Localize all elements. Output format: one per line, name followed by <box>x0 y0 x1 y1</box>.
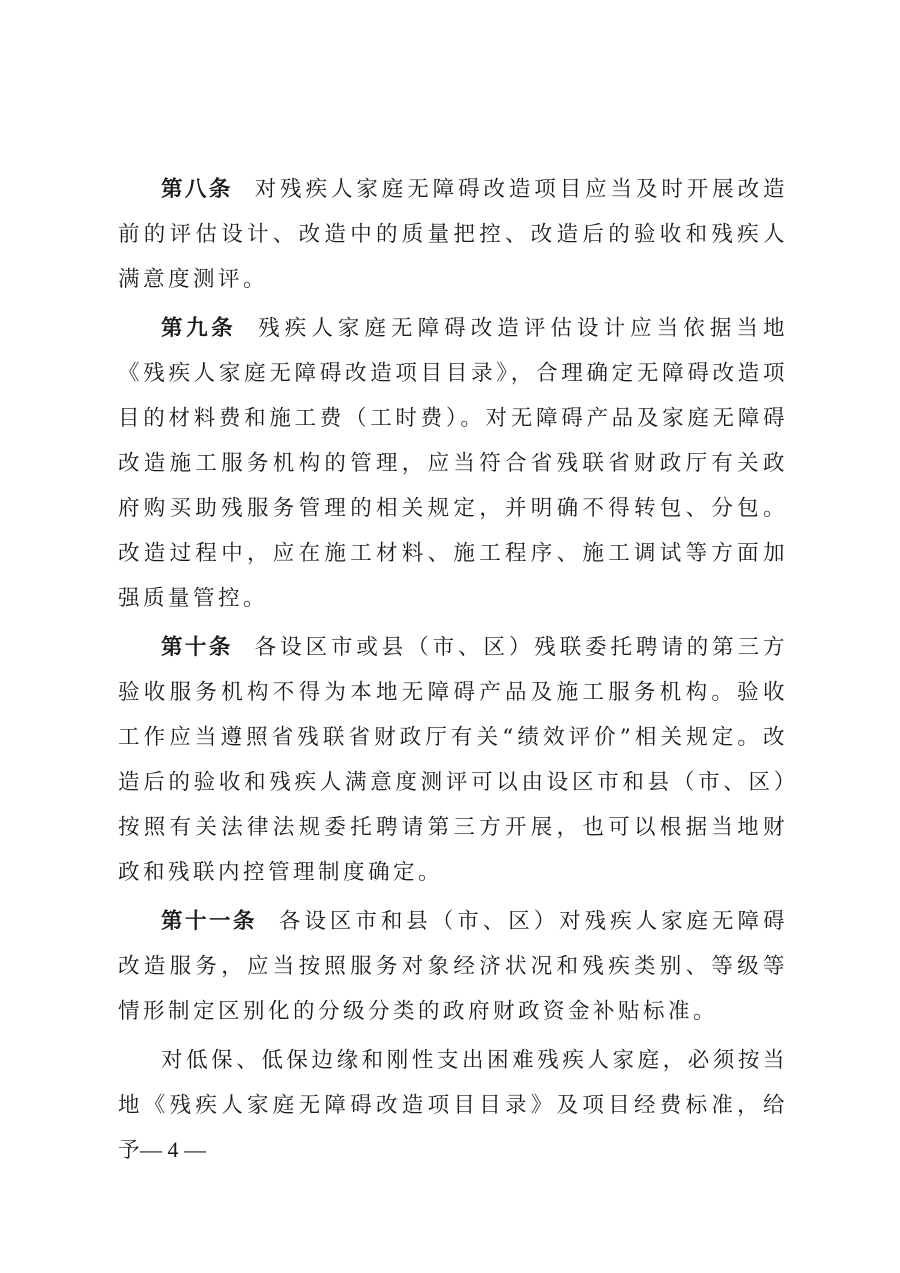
document-body <box>118 167 788 1177</box>
article-11-heading: 第十一条 <box>161 909 257 934</box>
article-10-heading: 第十条 <box>161 635 233 660</box>
article-10 <box>118 625 788 895</box>
article-10-text: 各设区市或县（市、区）残联委托聘请的第三方验收服务机构不得为本地无障碍产品及施工服务机构。验收工作应当遵照省残联省财政厅有关“绩效评价”相关规定。改造后的验收和残疾人满意度测评可以由设区市和县（市、区）按照有关法律法规委托聘请第三方开展，也可以根据当地财政和残联内控管理制度确定。 <box>118 635 788 885</box>
article-8-heading: 第八条 <box>161 177 233 202</box>
article-11-text: 各设区市和县（市、区）对残疾人家庭无障碍改造服务，应当按照服务对象经济状况和残疾类别、等级等情形制定区别化的分级分类的政府财政资金补贴标准。 <box>118 909 788 1024</box>
article-11-paragraph-2-text: 对低保、低保边缘和刚性支出困难残疾人家庭，必须按当地《残疾人家庭无障碍改造项目目录》及项目经费标准，给予 <box>118 1048 788 1163</box>
article-9-heading: 第九条 <box>161 316 237 341</box>
article-11 <box>118 899 788 1034</box>
page-number: — 4 — <box>140 1137 206 1162</box>
article-11-paragraph-2 <box>118 1038 788 1173</box>
article-9 <box>118 306 788 621</box>
article-8 <box>118 167 788 302</box>
article-8-text: 对残疾人家庭无障碍改造项目应当及时开展改造前的评估设计、改造中的质量把控、改造后的验收和残疾人满意度测评。 <box>118 177 788 292</box>
article-9-text: 残疾人家庭无障碍改造评估设计应当依据当地《残疾人家庭无障碍改造项目目录》，合理确定无障碍改造项目的材料费和施工费（工时费）。对无障碍产品及家庭无障碍改造施工服务机构的管理，应当符合省残联省财政厅有关政府购买助残服务管理的相关规定，并明确不得转包、分包。改造过程中，应在施工材料、施工程序、施工调试等方面加强质量管控。 <box>118 316 788 611</box>
